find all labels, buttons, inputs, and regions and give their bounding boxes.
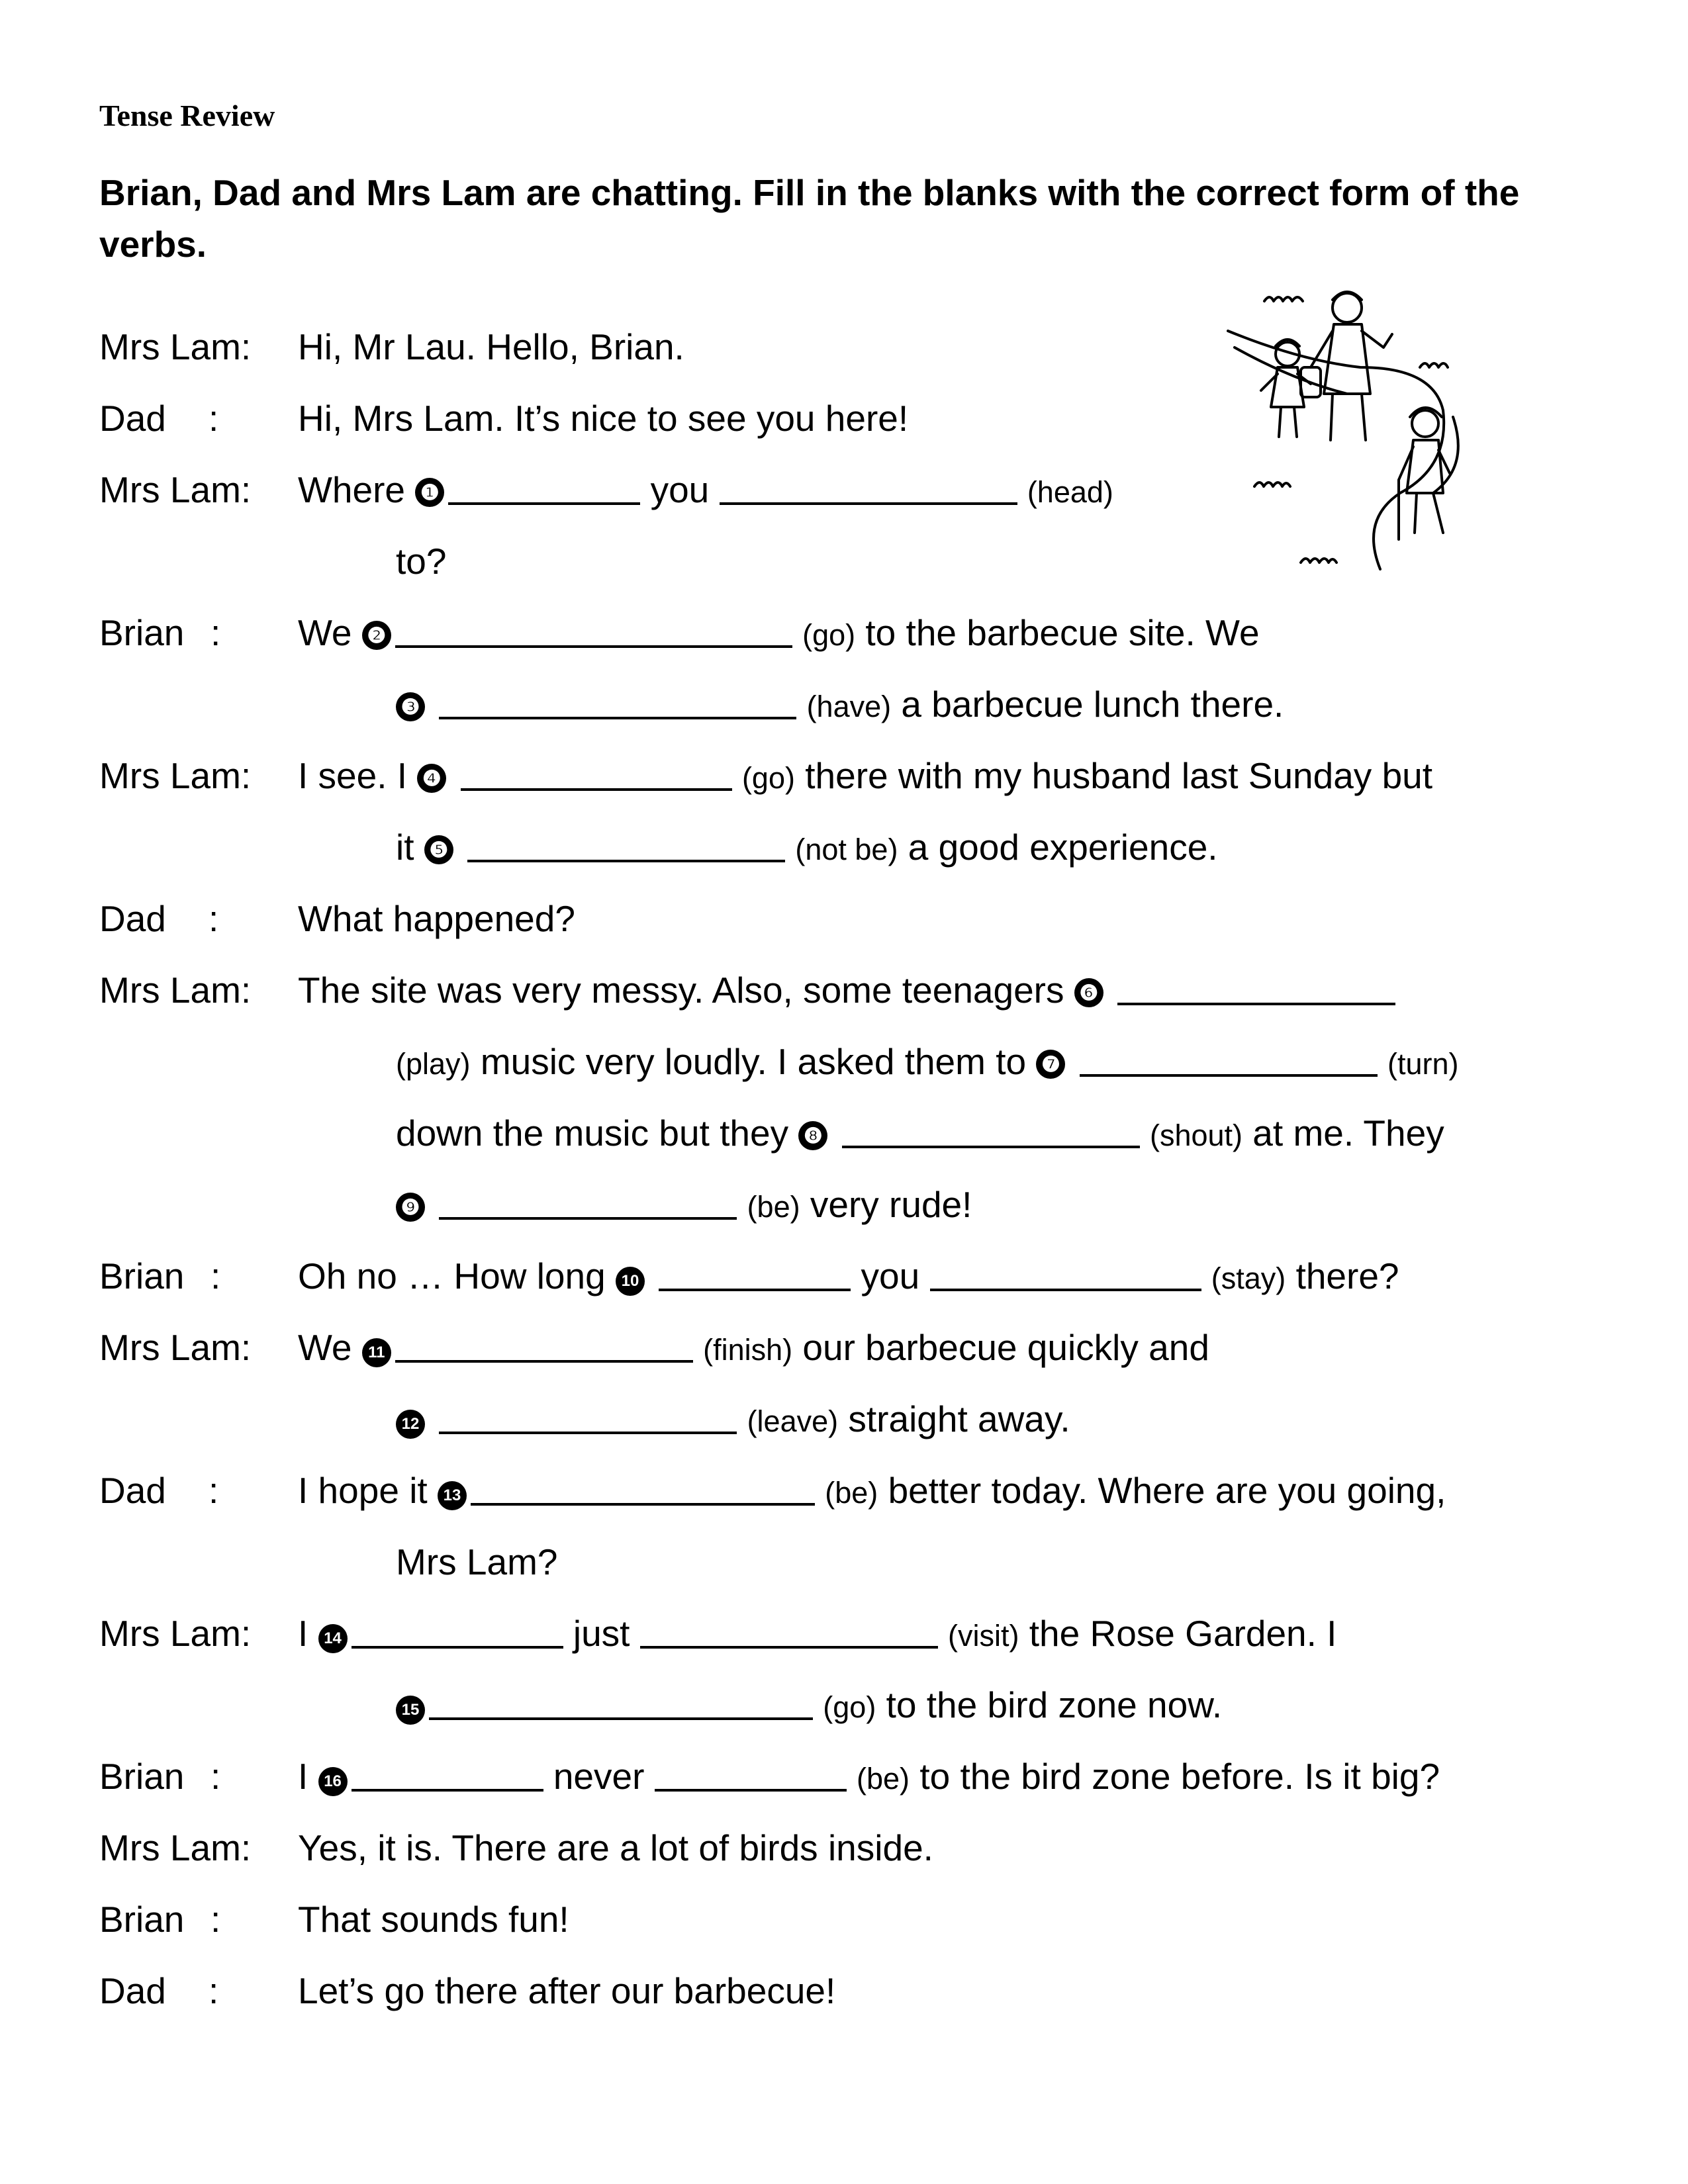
question-number-12: 12: [396, 1410, 425, 1439]
dialogue-text: Let’s go there after our barbecue!: [298, 1970, 836, 2011]
speaker-label: Dad: [99, 898, 166, 939]
speaker-colon: :: [209, 898, 219, 939]
verb-hint: (finish): [703, 1333, 793, 1367]
text-segment: I hope it: [298, 1470, 428, 1511]
answer-blank-7[interactable]: [1080, 1045, 1378, 1077]
answer-blank-6[interactable]: [1117, 974, 1395, 1005]
speaker-label: Mrs Lam:: [99, 1327, 252, 1368]
question-number-15: 15: [396, 1696, 425, 1725]
dialogue-text: [298, 1607, 1336, 1662]
text-segment: our barbecue quickly and: [802, 1327, 1209, 1368]
dialogue-text: Hi, Mrs Lam. It’s nice to see you here!: [298, 398, 909, 439]
verb-hint: (play): [396, 1047, 471, 1081]
answer-blank-14b[interactable]: [640, 1617, 938, 1649]
verb-hint: (go): [823, 1690, 876, 1724]
answer-blank-15[interactable]: [429, 1688, 813, 1720]
speaker-colon: :: [211, 612, 221, 653]
dialogue-text: [298, 964, 1395, 1017]
text-segment: down the music but they: [396, 1113, 789, 1154]
text-segment: straight away.: [848, 1398, 1070, 1439]
text-segment: it: [396, 827, 414, 868]
verb-hint: (be): [857, 1762, 910, 1796]
text-segment: never: [553, 1756, 645, 1797]
speaker-label: Dad: [99, 1470, 166, 1511]
speaker-label: Mrs Lam:: [99, 469, 252, 510]
speaker-label: Dad: [99, 1970, 166, 2011]
question-number-9: ❾: [396, 1193, 425, 1222]
question-number-11: 11: [362, 1338, 391, 1367]
speaker-label: Mrs Lam:: [99, 755, 252, 796]
answer-blank-2[interactable]: [395, 616, 792, 648]
text-segment: to the bird zone now.: [886, 1684, 1223, 1725]
dialogue-text: [298, 749, 1432, 805]
dialogue-text: [396, 1107, 1444, 1162]
text-segment: better today. Where are you going,: [888, 1470, 1446, 1511]
text-segment: there?: [1295, 1255, 1399, 1297]
speaker-label: Brian: [99, 1756, 185, 1797]
verb-hint: (visit): [948, 1619, 1019, 1653]
dialogue-text: [396, 1178, 972, 1234]
speaker-label: Dad: [99, 398, 166, 439]
text-segment: We: [298, 612, 352, 653]
text-segment: The site was very messy. Also, some teenagers: [298, 970, 1064, 1011]
dialogue-text: Yes, it is. There are a lot of birds inside.: [298, 1827, 933, 1868]
answer-blank-1b[interactable]: [720, 473, 1017, 505]
text-segment: at me. They: [1252, 1113, 1444, 1154]
speaker-label: Brian: [99, 1899, 185, 1940]
verb-hint: (have): [806, 690, 892, 723]
dialogue-text: That sounds fun!: [298, 1899, 569, 1940]
answer-blank-13[interactable]: [471, 1474, 815, 1506]
verb-hint: (head): [1027, 475, 1113, 509]
answer-blank-14a[interactable]: [352, 1617, 563, 1649]
speaker-label: Mrs Lam:: [99, 1827, 252, 1868]
text-segment: We: [298, 1327, 352, 1368]
dialogue-text: Hi, Mr Lau. Hello, Brian.: [298, 326, 684, 367]
dialogue-text: Mrs Lam?: [396, 1541, 558, 1582]
speaker-colon: :: [209, 1470, 219, 1511]
text-segment: you: [650, 469, 710, 510]
dialogue-text: [298, 1250, 1399, 1305]
dialogue-text: [396, 1392, 1070, 1448]
speaker-colon: :: [211, 1756, 221, 1797]
text-segment: I: [298, 1756, 308, 1797]
answer-blank-1a[interactable]: [448, 473, 640, 505]
question-number-13: 13: [438, 1481, 467, 1510]
verb-hint: (not be): [795, 833, 898, 866]
answer-blank-4[interactable]: [461, 759, 732, 791]
question-number-10: 10: [616, 1267, 645, 1296]
text-segment: music very loudly. I asked them to: [480, 1041, 1027, 1082]
speaker-label: Mrs Lam:: [99, 1613, 252, 1654]
question-number-4: ❹: [417, 764, 446, 793]
page-title: Tense Review: [99, 99, 275, 132]
hikers-illustration: [1215, 268, 1499, 572]
text-segment: a barbecue lunch there.: [901, 684, 1284, 725]
dialogue-text: [298, 1750, 1440, 1805]
text-segment: the Rose Garden. I: [1029, 1613, 1337, 1654]
text-segment: you: [861, 1255, 920, 1297]
dialogue-text: [298, 606, 1260, 662]
text-segment: there with my husband last Sunday but: [805, 755, 1433, 796]
question-number-1: ❶: [415, 478, 444, 507]
dialogue-text: to?: [396, 541, 447, 582]
text-segment: to the bird zone before. Is it big?: [919, 1756, 1440, 1797]
answer-blank-12[interactable]: [439, 1402, 737, 1434]
dialogue-text: [298, 1464, 1446, 1520]
verb-hint: (be): [825, 1476, 878, 1510]
text-segment: Where: [298, 469, 405, 510]
answer-blank-3[interactable]: [439, 688, 796, 719]
speaker-label: Mrs Lam:: [99, 326, 252, 367]
question-number-3: ❸: [396, 692, 425, 721]
text-segment: Oh no … How long: [298, 1255, 606, 1297]
speaker-label: Mrs Lam:: [99, 970, 252, 1011]
question-number-2: ❷: [362, 621, 391, 650]
answer-blank-11[interactable]: [395, 1331, 693, 1363]
speaker-colon: :: [211, 1255, 221, 1297]
verb-hint: (be): [747, 1190, 800, 1224]
dialogue-text: [298, 463, 1113, 519]
verb-hint: (go): [802, 618, 856, 652]
dialogue-text: [396, 1678, 1222, 1734]
answer-blank-8[interactable]: [842, 1116, 1140, 1148]
answer-blank-16a[interactable]: [352, 1760, 543, 1792]
question-number-6: ❻: [1074, 978, 1103, 1007]
speaker-colon: :: [211, 1899, 221, 1940]
question-number-8: ❽: [798, 1121, 827, 1150]
question-number-7: ❼: [1036, 1050, 1065, 1079]
question-number-16: 16: [318, 1767, 348, 1796]
verb-hint: (stay): [1211, 1261, 1286, 1295]
verb-hint: (go): [741, 761, 795, 795]
answer-blank-9[interactable]: [439, 1188, 737, 1220]
question-number-14: 14: [318, 1624, 348, 1653]
answer-blank-10b[interactable]: [930, 1259, 1201, 1291]
instructions: Brian, Dad and Mrs Lam are chatting. Fill in the blanks with the correct form of the verbs.: [99, 172, 1520, 265]
answer-blank-5[interactable]: [467, 831, 785, 862]
text-segment: a good experience.: [908, 827, 1218, 868]
speaker-label: Brian: [99, 612, 185, 653]
text-segment: very rude!: [810, 1184, 972, 1225]
dialogue-text: [396, 1035, 1458, 1091]
speaker-label: Brian: [99, 1255, 185, 1297]
speaker-colon: :: [209, 1970, 219, 2011]
text-segment: to the barbecue site. We: [865, 612, 1260, 653]
speaker-colon: :: [209, 398, 219, 439]
verb-hint: (leave): [747, 1404, 839, 1438]
answer-blank-10a[interactable]: [659, 1259, 851, 1291]
question-number-5: ❺: [424, 835, 453, 864]
verb-hint: (turn): [1387, 1047, 1459, 1081]
text-segment: just: [573, 1613, 630, 1654]
verb-hint: (shout): [1149, 1118, 1243, 1152]
dialogue-text: [396, 678, 1284, 733]
answer-blank-16b[interactable]: [655, 1760, 847, 1792]
text-segment: I: [298, 1613, 308, 1654]
dialogue-text: What happened?: [298, 898, 575, 939]
dialogue-text: [298, 1321, 1209, 1377]
text-segment: I see. I: [298, 755, 408, 796]
dialogue-text: [396, 821, 1218, 876]
